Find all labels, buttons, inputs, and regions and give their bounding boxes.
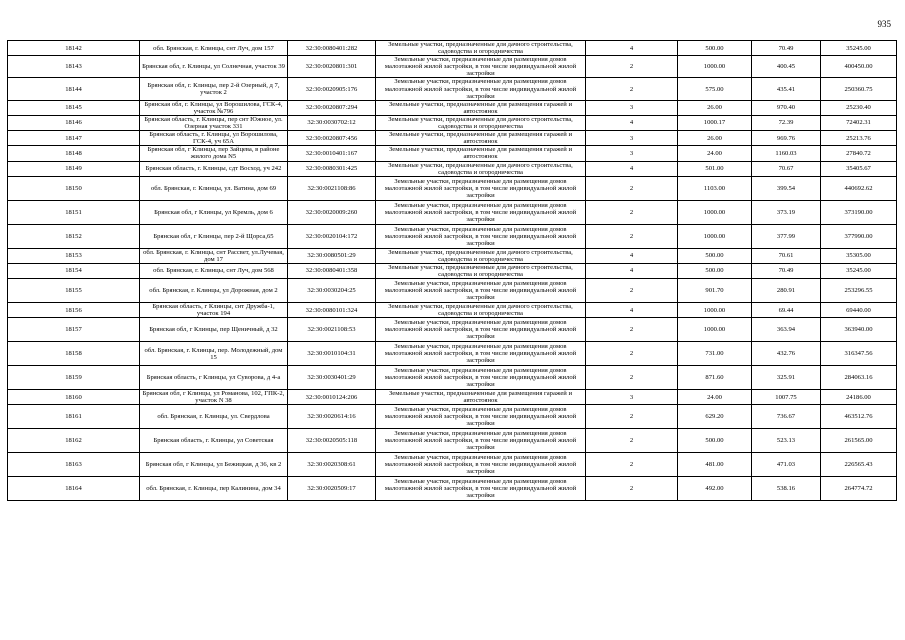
use-group-cell: 3	[586, 100, 678, 115]
land-use-cell: Земельные участки, предназначенные для размещения домов малоэтажной жилой застройки, в том числе индивидуальной жилой застройки	[376, 453, 586, 477]
area-cell: 731.00	[678, 342, 752, 366]
row-number-cell: 18163	[8, 453, 140, 477]
table-row	[8, 224, 897, 248]
land-use-cell: Земельные участки, предназначенные для дачного строительства, садоводства и огородничества	[376, 303, 586, 318]
use-group-cell: 2	[586, 453, 678, 477]
use-group-cell: 2	[586, 176, 678, 200]
address-cell: обл. Брянская, г. Клинцы, снт Рассвет, ул.Лучевая, дом 17	[140, 248, 288, 263]
cadastral-value-cell: 284063.16	[821, 366, 897, 390]
land-use-cell: Земельные участки, предназначенные для размещения домов малоэтажной жилой застройки, в том числе индивидуальной жилой застройки	[376, 318, 586, 342]
cadastral-value-cell: 253296.55	[821, 279, 897, 303]
cadastral-number-cell: 32:30:0080301:425	[288, 161, 376, 176]
cadastral-value-table	[7, 40, 897, 501]
area-cell: 575.00	[678, 78, 752, 100]
address-cell: Брянская область, г. Клинцы, ул Советская	[140, 429, 288, 453]
table-row	[8, 146, 897, 161]
specific-value-cell: 432.76	[752, 342, 821, 366]
table-body	[8, 41, 897, 501]
address-cell: обл. Брянская, г. Клинцы, снт Луч, дом 568	[140, 263, 288, 278]
area-cell: 901.70	[678, 279, 752, 303]
area-cell: 500.00	[678, 263, 752, 278]
use-group-cell: 2	[586, 56, 678, 78]
cadastral-value-cell: 377990.00	[821, 224, 897, 248]
row-number-cell: 18145	[8, 100, 140, 115]
cadastral-number-cell: 32:30:0020807:294	[288, 100, 376, 115]
row-number-cell: 18150	[8, 176, 140, 200]
use-group-cell: 3	[586, 390, 678, 405]
row-number-cell: 18146	[8, 115, 140, 130]
use-group-cell: 2	[586, 318, 678, 342]
address-cell: Брянская область, г. Клинцы, сдт Восход, уч 242	[140, 161, 288, 176]
use-group-cell: 2	[586, 224, 678, 248]
cadastral-value-cell: 463512.76	[821, 405, 897, 429]
cadastral-number-cell: 32:30:0021108:86	[288, 176, 376, 200]
cadastral-number-cell: 32:30:0030401:29	[288, 366, 376, 390]
cadastral-value-cell: 72402.31	[821, 115, 897, 130]
cadastral-number-cell: 32:30:0020308:61	[288, 453, 376, 477]
table-row	[8, 56, 897, 78]
specific-value-cell: 523.13	[752, 429, 821, 453]
row-number-cell: 18158	[8, 342, 140, 366]
row-number-cell: 18159	[8, 366, 140, 390]
table-row	[8, 453, 897, 477]
use-group-cell: 2	[586, 78, 678, 100]
cadastral-value-cell: 440692.62	[821, 176, 897, 200]
specific-value-cell: 363.94	[752, 318, 821, 342]
land-use-cell: Земельные участки, предназначенные для размещения домов малоэтажной жилой застройки, в том числе индивидуальной жилой застройки	[376, 200, 586, 224]
area-cell: 1000.00	[678, 318, 752, 342]
specific-value-cell: 70.49	[752, 263, 821, 278]
cadastral-value-cell: 316347.56	[821, 342, 897, 366]
land-use-cell: Земельные участки, предназначенные для размещения домов малоэтажной жилой застройки, в том числе индивидуальной жилой застройки	[376, 405, 586, 429]
area-cell: 500.00	[678, 41, 752, 56]
table-row	[8, 390, 897, 405]
area-cell: 1000.00	[678, 56, 752, 78]
area-cell: 26.00	[678, 100, 752, 115]
row-number-cell: 18161	[8, 405, 140, 429]
address-cell: Брянская обл, г Клинцы, ул Романова, 102, ГПК-2, участок N 38	[140, 390, 288, 405]
use-group-cell: 4	[586, 248, 678, 263]
table-row	[8, 279, 897, 303]
table-row	[8, 200, 897, 224]
use-group-cell: 2	[586, 366, 678, 390]
cadastral-number-cell: 32:30:0080401:282	[288, 41, 376, 56]
land-use-cell: Земельные участки, предназначенные для размещения домов малоэтажной жилой застройки, в том числе индивидуальной жилой застройки	[376, 477, 586, 501]
area-cell: 481.00	[678, 453, 752, 477]
area-cell: 871.60	[678, 366, 752, 390]
specific-value-cell: 736.67	[752, 405, 821, 429]
address-cell: Брянская область, г Клинцы, снт Дружба-1, участок 194	[140, 303, 288, 318]
cadastral-number-cell: 32:30:0010104:31	[288, 342, 376, 366]
address-cell: Брянская обл, г Клинцы, пер 2-й Щорса,65	[140, 224, 288, 248]
land-use-cell: Земельные участки, предназначенные для размещения домов малоэтажной жилой застройки, в том числе индивидуальной жилой застройки	[376, 279, 586, 303]
area-cell: 26.00	[678, 131, 752, 146]
address-cell: Брянская обл, г Клинцы, ул Кремль, дом 6	[140, 200, 288, 224]
table-row	[8, 131, 897, 146]
specific-value-cell: 1160.03	[752, 146, 821, 161]
cadastral-value-cell: 69440.00	[821, 303, 897, 318]
address-cell: Брянская обл, г. Клинцы, ул Солнечная, участок 39	[140, 56, 288, 78]
specific-value-cell: 72.39	[752, 115, 821, 130]
table-row	[8, 248, 897, 263]
address-cell: Брянская область, г Клинцы, ул Суворова, д 4-а	[140, 366, 288, 390]
row-number-cell: 18160	[8, 390, 140, 405]
cadastral-value-cell: 226565.43	[821, 453, 897, 477]
area-cell: 24.00	[678, 146, 752, 161]
cadastral-value-cell: 250360.75	[821, 78, 897, 100]
table-row	[8, 115, 897, 130]
cadastral-number-cell: 32:30:0020614:16	[288, 405, 376, 429]
land-use-cell: Земельные участки, предназначенные для дачного строительства, садоводства и огородничества	[376, 161, 586, 176]
table-row	[8, 405, 897, 429]
cadastral-number-cell: 32:30:0020509:17	[288, 477, 376, 501]
cadastral-number-cell: 32:30:0030702:12	[288, 115, 376, 130]
specific-value-cell: 70.61	[752, 248, 821, 263]
land-use-cell: Земельные участки, предназначенные для размещения домов малоэтажной жилой застройки, в том числе индивидуальной жилой застройки	[376, 429, 586, 453]
cadastral-number-cell: 32:30:0010401:167	[288, 146, 376, 161]
cadastral-value-cell: 363940.00	[821, 318, 897, 342]
cadastral-value-cell: 24186.00	[821, 390, 897, 405]
cadastral-number-cell: 32:30:0021108:53	[288, 318, 376, 342]
specific-value-cell: 538.16	[752, 477, 821, 501]
table-row	[8, 263, 897, 278]
address-cell: Брянская обл, г. Клинцы, пер 2-й Озерный, д 7, участок 2	[140, 78, 288, 100]
row-number-cell: 18162	[8, 429, 140, 453]
land-use-cell: Земельные участки, предназначенные для дачного строительства, садоводства и огородничества	[376, 263, 586, 278]
cadastral-number-cell: 32:30:0030204:25	[288, 279, 376, 303]
area-cell: 1000.00	[678, 303, 752, 318]
specific-value-cell: 969.76	[752, 131, 821, 146]
specific-value-cell: 325.91	[752, 366, 821, 390]
use-group-cell: 4	[586, 161, 678, 176]
table-row	[8, 366, 897, 390]
use-group-cell: 2	[586, 279, 678, 303]
table-row	[8, 161, 897, 176]
land-use-cell: Земельные участки, предназначенные для размещения гаражей и автостоянок	[376, 390, 586, 405]
area-cell: 500.00	[678, 429, 752, 453]
specific-value-cell: 69.44	[752, 303, 821, 318]
cadastral-value-cell: 400450.00	[821, 56, 897, 78]
cadastral-number-cell: 32:30:0020801:301	[288, 56, 376, 78]
use-group-cell: 4	[586, 41, 678, 56]
cadastral-number-cell: 32:30:0080401:358	[288, 263, 376, 278]
cadastral-value-cell: 35245.00	[821, 41, 897, 56]
cadastral-number-cell: 32:30:0020009:260	[288, 200, 376, 224]
land-use-cell: Земельные участки, предназначенные для размещения гаражей и автостоянок	[376, 146, 586, 161]
cadastral-number-cell: 32:30:0010124:206	[288, 390, 376, 405]
address-cell: Брянская область, г. Клинцы, пер снт Южное, ул. Озерная участок 331	[140, 115, 288, 130]
address-cell: обл. Брянская, г. Клинцы, ул. Свердлова	[140, 405, 288, 429]
use-group-cell: 4	[586, 303, 678, 318]
address-cell: обл. Брянская, г. Клинцы, ул Дорожная, дом 2	[140, 279, 288, 303]
table-row	[8, 318, 897, 342]
area-cell: 501.00	[678, 161, 752, 176]
cadastral-value-cell: 264774.72	[821, 477, 897, 501]
row-number-cell: 18153	[8, 248, 140, 263]
area-cell: 1000.17	[678, 115, 752, 130]
cadastral-number-cell: 32:30:0080501:29	[288, 248, 376, 263]
address-cell: Брянская обл, г Клинцы, пер Зайцева, в районе жилого дома N5	[140, 146, 288, 161]
use-group-cell: 3	[586, 131, 678, 146]
row-number-cell: 18144	[8, 78, 140, 100]
use-group-cell: 2	[586, 405, 678, 429]
address-cell: обл. Брянская, г. Клинцы, снт Луч, дом 157	[140, 41, 288, 56]
area-cell: 1000.00	[678, 224, 752, 248]
land-use-cell: Земельные участки, предназначенные для дачного строительства, садоводства и огородничества	[376, 115, 586, 130]
cadastral-value-cell: 27840.72	[821, 146, 897, 161]
row-number-cell: 18147	[8, 131, 140, 146]
area-cell: 629.20	[678, 405, 752, 429]
specific-value-cell: 399.54	[752, 176, 821, 200]
use-group-cell: 3	[586, 146, 678, 161]
row-number-cell: 18143	[8, 56, 140, 78]
land-use-cell: Земельные участки, предназначенные для размещения домов малоэтажной жилой застройки, в том числе индивидуальной жилой застройки	[376, 176, 586, 200]
row-number-cell: 18152	[8, 224, 140, 248]
specific-value-cell: 70.49	[752, 41, 821, 56]
table-row	[8, 477, 897, 501]
area-cell: 492.00	[678, 477, 752, 501]
use-group-cell: 4	[586, 263, 678, 278]
row-number-cell: 18164	[8, 477, 140, 501]
area-cell: 1103.00	[678, 176, 752, 200]
table-row	[8, 41, 897, 56]
specific-value-cell: 280.91	[752, 279, 821, 303]
land-use-cell: Земельные участки, предназначенные для размещения домов малоэтажной жилой застройки, в том числе индивидуальной жилой застройки	[376, 78, 586, 100]
table-row	[8, 100, 897, 115]
specific-value-cell: 1007.75	[752, 390, 821, 405]
cadastral-value-cell: 373190.00	[821, 200, 897, 224]
cadastral-value-cell: 35245.00	[821, 263, 897, 278]
cadastral-value-cell: 35305.00	[821, 248, 897, 263]
cadastral-number-cell: 32:30:0020905:176	[288, 78, 376, 100]
area-cell: 1000.00	[678, 200, 752, 224]
address-cell: Брянская обл, г Клинцы, пер Щеничный, д 32	[140, 318, 288, 342]
page-number: 935	[877, 19, 891, 29]
address-cell: обл. Брянская, г. Клинцы, пер Калинина, дом 34	[140, 477, 288, 501]
cadastral-number-cell: 32:30:0020807:456	[288, 131, 376, 146]
land-use-cell: Земельные участки, предназначенные для размещения гаражей и автостоянок	[376, 100, 586, 115]
use-group-cell: 2	[586, 429, 678, 453]
address-cell: Брянская обл, г. Клинцы, ул Ворошилова, ГСК-4, участок №796	[140, 100, 288, 115]
specific-value-cell: 377.99	[752, 224, 821, 248]
table-row	[8, 303, 897, 318]
row-number-cell: 18142	[8, 41, 140, 56]
land-use-cell: Земельные участки, предназначенные для размещения домов малоэтажной жилой застройки, в том числе индивидуальной жилой застройки	[376, 366, 586, 390]
row-number-cell: 18149	[8, 161, 140, 176]
row-number-cell: 18154	[8, 263, 140, 278]
land-use-cell: Земельные участки, предназначенные для дачного строительства, садоводства и огородничества	[376, 41, 586, 56]
row-number-cell: 18151	[8, 200, 140, 224]
table-row	[8, 176, 897, 200]
land-use-cell: Земельные участки, предназначенные для дачного строительства, садоводства и огородничества	[376, 248, 586, 263]
address-cell: обл. Брянская, г. Клинцы, ул. Ватина, дом 69	[140, 176, 288, 200]
row-number-cell: 18148	[8, 146, 140, 161]
use-group-cell: 2	[586, 342, 678, 366]
use-group-cell: 2	[586, 477, 678, 501]
cadastral-number-cell: 32:30:0080101:324	[288, 303, 376, 318]
cadastral-number-cell: 32:30:0020104:172	[288, 224, 376, 248]
specific-value-cell: 70.67	[752, 161, 821, 176]
specific-value-cell: 471.03	[752, 453, 821, 477]
specific-value-cell: 373.19	[752, 200, 821, 224]
address-cell: Брянская обл, г Клинцы, ул Бежицкая, д 36, кв 2	[140, 453, 288, 477]
table-row	[8, 78, 897, 100]
use-group-cell: 4	[586, 115, 678, 130]
table-row	[8, 429, 897, 453]
table-row	[8, 342, 897, 366]
area-cell: 24.00	[678, 390, 752, 405]
address-cell: Брянская область, г. Клинцы, ул Ворошилова, ГСК-4, уч 65А	[140, 131, 288, 146]
row-number-cell: 18157	[8, 318, 140, 342]
cadastral-value-cell: 25230.40	[821, 100, 897, 115]
land-use-cell: Земельные участки, предназначенные для размещения домов малоэтажной жилой застройки, в том числе индивидуальной жилой застройки	[376, 342, 586, 366]
address-cell: обл. Брянская, г. Клинцы, пер. Молодежный, дом 15	[140, 342, 288, 366]
row-number-cell: 18156	[8, 303, 140, 318]
cadastral-number-cell: 32:30:0020505:118	[288, 429, 376, 453]
specific-value-cell: 400.45	[752, 56, 821, 78]
cadastral-value-cell: 35405.67	[821, 161, 897, 176]
area-cell: 500.00	[678, 248, 752, 263]
use-group-cell: 2	[586, 200, 678, 224]
cadastral-value-cell: 261565.00	[821, 429, 897, 453]
cadastral-value-cell: 25213.76	[821, 131, 897, 146]
land-use-cell: Земельные участки, предназначенные для размещения гаражей и автостоянок	[376, 131, 586, 146]
row-number-cell: 18155	[8, 279, 140, 303]
land-use-cell: Земельные участки, предназначенные для размещения домов малоэтажной жилой застройки, в том числе индивидуальной жилой застройки	[376, 224, 586, 248]
specific-value-cell: 970.40	[752, 100, 821, 115]
specific-value-cell: 435.41	[752, 78, 821, 100]
land-use-cell: Земельные участки, предназначенные для размещения домов малоэтажной жилой застройки, в том числе индивидуальной жилой застройки	[376, 56, 586, 78]
